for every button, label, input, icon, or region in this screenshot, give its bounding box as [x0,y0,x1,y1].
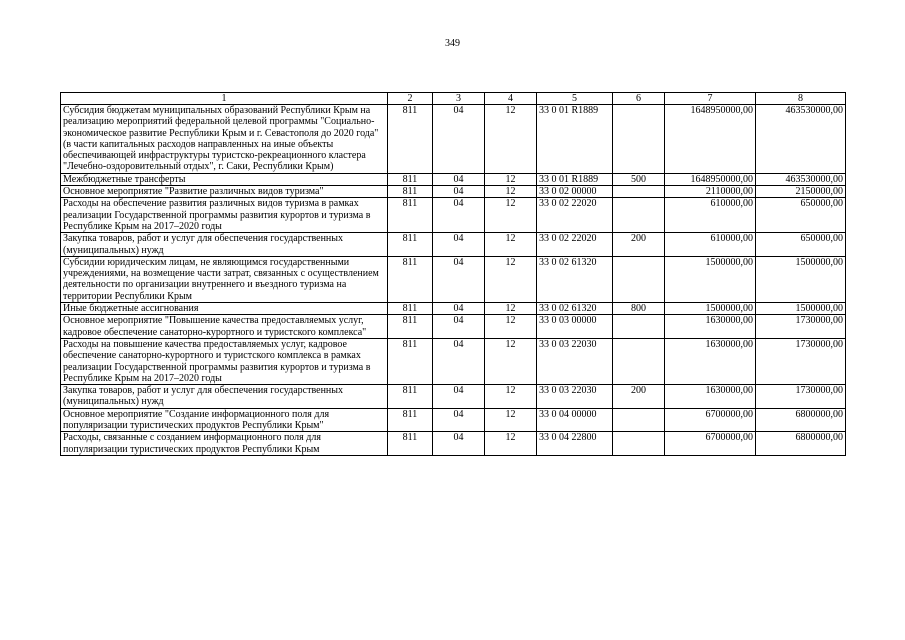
row-name: Межбюджетные трансферты [61,173,388,185]
cell-col5: 33 0 03 22030 [537,338,613,384]
cell-col7: 1648950000,00 [665,105,756,174]
cell-col7: 1630000,00 [665,385,756,409]
cell-col4: 12 [485,338,537,384]
cell-col7: 1500000,00 [665,303,756,315]
cell-col5: 33 0 03 22030 [537,385,613,409]
row-name: Расходы на повышение качества предоставляемых услуг, кадровое обеспечение санаторно-курортного и туристского комплекса в рамках реализации Государственной программы развития курортов и туризма в Республике Крым на 2017–2020 годы [61,338,388,384]
cell-col4: 12 [485,173,537,185]
cell-col7: 1648950000,00 [665,173,756,185]
cell-col6 [613,338,665,384]
table-row [61,303,846,315]
cell-col4: 12 [485,432,537,456]
cell-col3: 04 [433,173,485,185]
cell-col2: 811 [388,303,433,315]
column-header: 8 [756,93,846,105]
table-row [61,186,846,198]
cell-col7: 610000,00 [665,198,756,233]
cell-col5: 33 0 03 00000 [537,315,613,339]
cell-col2: 811 [388,432,433,456]
cell-col2: 811 [388,173,433,185]
cell-col4: 12 [485,186,537,198]
cell-col3: 04 [433,385,485,409]
cell-col8: 6800000,00 [756,432,846,456]
cell-col6: 200 [613,233,665,257]
row-name: Иные бюджетные ассигнования [61,303,388,315]
cell-col3: 04 [433,233,485,257]
cell-col2: 811 [388,186,433,198]
column-header: 4 [485,93,537,105]
cell-col5: 33 0 04 22800 [537,432,613,456]
row-name: Закупка товаров, работ и услуг для обеспечения государственных (муниципальных) нужд [61,233,388,257]
cell-col5: 33 0 01 R1889 [537,173,613,185]
cell-col6 [613,198,665,233]
column-header: 2 [388,93,433,105]
cell-col4: 12 [485,303,537,315]
cell-col8: 1500000,00 [756,256,846,302]
budget-table [60,92,846,456]
cell-col6 [613,432,665,456]
cell-col3: 04 [433,303,485,315]
table-row [61,198,846,233]
column-header: 6 [613,93,665,105]
cell-col4: 12 [485,233,537,257]
table-row [61,432,846,456]
cell-col7: 1630000,00 [665,338,756,384]
cell-col3: 04 [433,198,485,233]
table-row [61,173,846,185]
cell-col5: 33 0 02 22020 [537,198,613,233]
cell-col3: 04 [433,105,485,174]
cell-col2: 811 [388,408,433,432]
page-number: 349 [445,38,460,49]
cell-col7: 6700000,00 [665,408,756,432]
table-row [61,338,846,384]
column-header: 1 [61,93,388,105]
table-row [61,233,846,257]
cell-col7: 1500000,00 [665,256,756,302]
cell-col2: 811 [388,198,433,233]
cell-col8: 1500000,00 [756,303,846,315]
cell-col6 [613,408,665,432]
cell-col3: 04 [433,432,485,456]
cell-col5: 33 0 02 61320 [537,303,613,315]
cell-col5: 33 0 01 R1889 [537,105,613,174]
cell-col2: 811 [388,385,433,409]
cell-col8: 463530000,00 [756,173,846,185]
cell-col3: 04 [433,408,485,432]
row-name: Основное мероприятие "Развитие различных видов туризма" [61,186,388,198]
cell-col8: 1730000,00 [756,315,846,339]
cell-col7: 1630000,00 [665,315,756,339]
cell-col3: 04 [433,338,485,384]
row-name: Субсидия бюджетам муниципальных образований Республики Крым на реализацию мероприятий федеральной целевой программы "Социально-экономическое развитие Республики Крым и г. Севастополя до 2020 года" (в части капитальных расходов направленных на иные объекты обеспечивающей инфраструктуры туристско-рекреационного кластера "Лечебно-оздоровительный отдых", г. Саки, Республики Крым) [61,105,388,174]
cell-col8: 650000,00 [756,233,846,257]
table-row [61,256,846,302]
cell-col3: 04 [433,315,485,339]
cell-col4: 12 [485,315,537,339]
cell-col6: 800 [613,303,665,315]
column-header: 7 [665,93,756,105]
cell-col2: 811 [388,256,433,302]
cell-col8: 2150000,00 [756,186,846,198]
cell-col8: 463530000,00 [756,105,846,174]
cell-col2: 811 [388,233,433,257]
header-row [61,93,846,105]
table-row [61,385,846,409]
cell-col2: 811 [388,315,433,339]
cell-col8: 1730000,00 [756,385,846,409]
cell-col7: 610000,00 [665,233,756,257]
cell-col4: 12 [485,385,537,409]
cell-col4: 12 [485,105,537,174]
cell-col8: 650000,00 [756,198,846,233]
row-name: Закупка товаров, работ и услуг для обеспечения государственных (муниципальных) нужд [61,385,388,409]
cell-col6 [613,315,665,339]
cell-col5: 33 0 04 00000 [537,408,613,432]
cell-col8: 6800000,00 [756,408,846,432]
cell-col5: 33 0 02 00000 [537,186,613,198]
cell-col6 [613,186,665,198]
column-header: 5 [537,93,613,105]
row-name: Основное мероприятие "Создание информационного поля для популяризации туристических продуктов Республики Крым" [61,408,388,432]
cell-col5: 33 0 02 22020 [537,233,613,257]
cell-col6 [613,256,665,302]
row-name: Расходы, связанные с созданием информационного поля для популяризации туристических продуктов Республики Крым [61,432,388,456]
cell-col3: 04 [433,256,485,302]
row-name: Расходы на обеспечение развития различных видов туризма в рамках реализации Государственной программы развития курортов и туризма в Республике Крым на 2017–2020 годы [61,198,388,233]
cell-col3: 04 [433,186,485,198]
cell-col4: 12 [485,198,537,233]
cell-col7: 6700000,00 [665,432,756,456]
cell-col2: 811 [388,105,433,174]
column-header: 3 [433,93,485,105]
table-row [61,408,846,432]
row-name: Субсидии юридическим лицам, не являющимся государственными учреждениями, на возмещение части затрат, связанных с осуществлением деятельности по организации внутреннего и въездного туризма на территории Республики Крым [61,256,388,302]
cell-col2: 811 [388,338,433,384]
row-name: Основное мероприятие "Повышение качества предоставляемых услуг, кадровое обеспечение санаторно-курортного и туристского комплекса" [61,315,388,339]
cell-col4: 12 [485,256,537,302]
cell-col6: 200 [613,385,665,409]
cell-col4: 12 [485,408,537,432]
table-row [61,105,846,174]
cell-col6 [613,105,665,174]
table-row [61,315,846,339]
cell-col8: 1730000,00 [756,338,846,384]
cell-col5: 33 0 02 61320 [537,256,613,302]
cell-col6: 500 [613,173,665,185]
cell-col7: 2110000,00 [665,186,756,198]
